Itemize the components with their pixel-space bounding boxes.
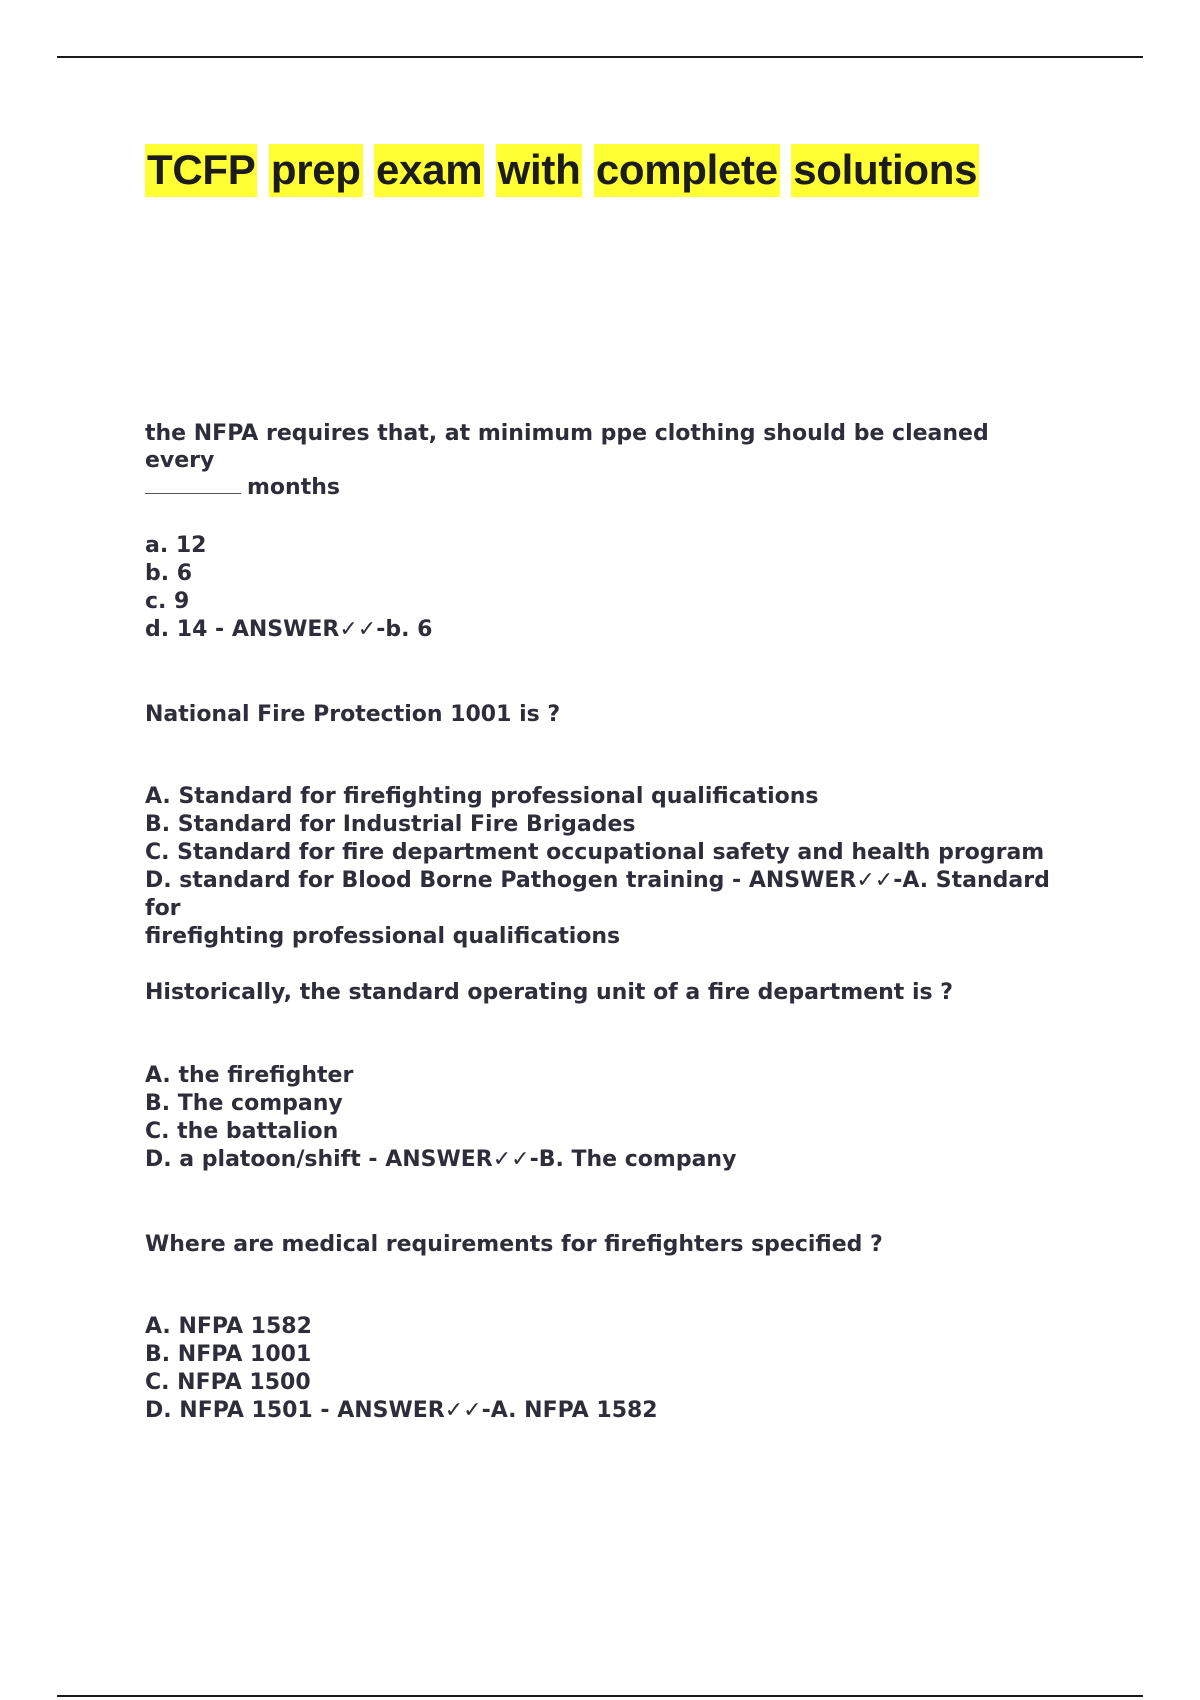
title-word: complete: [594, 144, 780, 197]
page-title: [145, 140, 979, 200]
question-4-options: [145, 1313, 1065, 1425]
option: a. 12: [145, 533, 207, 558]
title-word: exam: [374, 144, 484, 197]
option: A. Standard for firefighting professional qualifications: [145, 784, 819, 809]
option-continuation: firefighting professional qualifications: [145, 924, 621, 949]
title-word: TCFP: [145, 144, 257, 197]
question-3-prompt: Historically, the standard operating unit of a fire department is ?: [145, 980, 954, 1005]
option-with-answer: D. NFPA 1501 - ANSWER✓✓-A. NFPA 1582: [145, 1398, 658, 1423]
option: c. 9: [145, 589, 190, 614]
option: A. NFPA 1582: [145, 1314, 312, 1339]
title-word: solutions: [791, 144, 979, 197]
option: B. Standard for Industrial Fire Brigades: [145, 812, 636, 837]
bottom-rule: [57, 1695, 1143, 1697]
option: C. NFPA 1500: [145, 1370, 311, 1395]
question-1-prompt-suffix: months: [247, 475, 340, 500]
question-2-prompt: National Fire Protection 1001 is ?: [145, 702, 561, 727]
option-with-answer: D. a platoon/shift - ANSWER✓✓-B. The company: [145, 1147, 737, 1172]
question-1-options: [145, 532, 1065, 644]
question-1-prompt-text: the NFPA requires that, at minimum ppe clothing should be cleaned every: [145, 421, 989, 473]
option-with-answer: D. standard for Blood Borne Pathogen training - ANSWER✓✓-A. Standard for: [145, 868, 1050, 921]
option: A. the firefighter: [145, 1063, 354, 1088]
title-word: with: [496, 144, 583, 197]
question-3-options: [145, 1062, 1065, 1174]
question-2-options: [145, 783, 1065, 951]
option: b. 6: [145, 561, 193, 586]
option: C. Standard for fire department occupational safety and health program: [145, 840, 1045, 865]
option: B. NFPA 1001: [145, 1342, 312, 1367]
option: B. The company: [145, 1091, 343, 1116]
top-rule: [57, 56, 1143, 58]
answer-blank: [145, 479, 241, 494]
option: C. the battalion: [145, 1119, 339, 1144]
title-word: prep: [269, 144, 363, 197]
question-1-prompt: [145, 420, 1065, 501]
option-with-answer: d. 14 - ANSWER✓✓-b. 6: [145, 617, 433, 642]
question-4-prompt: Where are medical requirements for firefighters specified ?: [145, 1232, 883, 1257]
